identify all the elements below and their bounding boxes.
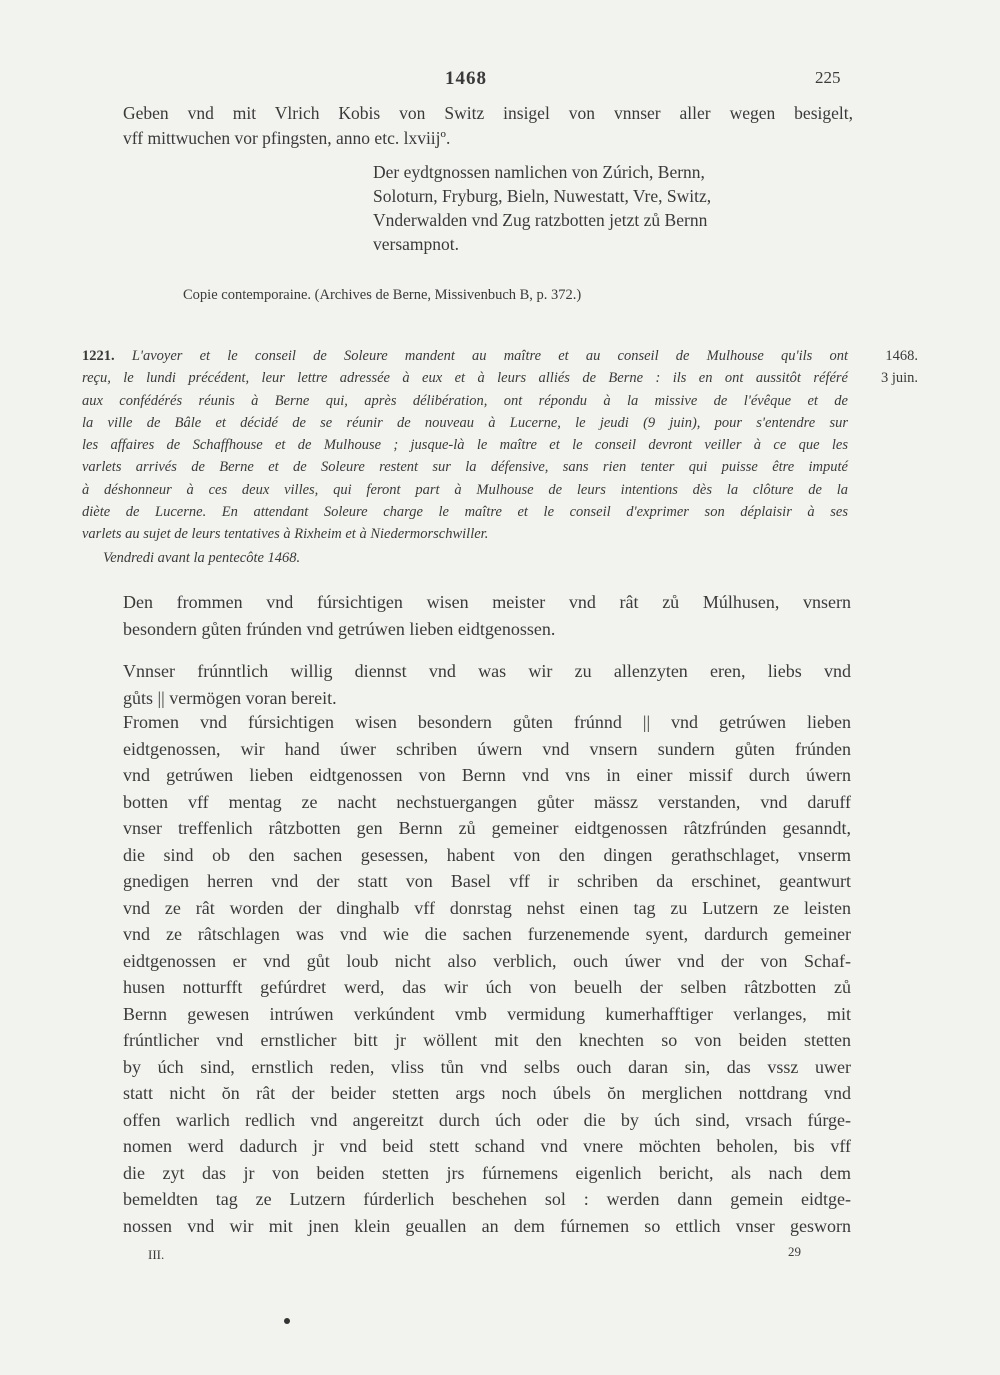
greeting-line: gůts || vermögen voran bereit.: [123, 687, 337, 708]
body-line: nomen werd dadurch jr vnd beid stett schand vnd vnere möchten beholen, bis vff: [123, 1136, 851, 1156]
margin-day: 3 juin.: [880, 370, 918, 387]
signature-block: [373, 160, 843, 256]
body-line: vnser treffenlich râtzbotten gen Bernn zů gemeiner eidtgenossen râtzfrúnden gesanndt,: [123, 818, 851, 838]
letter-body: [123, 709, 851, 1239]
signature-mark: 29: [788, 1244, 801, 1259]
body-line: nossen vnd wir mit jnen klein geuallen an dem fúrnemen so ettlich vnser gesworn: [123, 1215, 851, 1236]
body-line: statt nicht ŏn rât der beider stetten args noch úbels ŏn merglichen nottdrang vnd: [123, 1083, 851, 1103]
regest-line: diète de Lucerne. En attendant Soleure charge le maître et le conseil d'exprimer son déplaisir à ses: [82, 504, 848, 521]
regest-line: L'avoyer et le conseil de Soleure mandent au maître et au conseil de Mulhouse qu'ils ont: [131, 348, 848, 364]
address-line: Den frommen vnd fúrsichtigen wisen meister vnd rât zů Múlhusen, vnsern: [123, 592, 851, 612]
body-line: botten vff mentag ze nacht nechstuergangen gůter mässz verstanden, vnd daruff: [123, 791, 851, 812]
regest-line: à déshonneur à ces deux villes, qui feront part à Mulhouse de leurs intentions dès la clôture de la: [82, 481, 848, 498]
signature-line: Soloturn, Fryburg, Bieln, Nuwestatt, Vre, Switz,: [373, 186, 712, 206]
regest-line: varlets au sujet de leurs tentatives à Rixheim et à Niedermorschwiller.: [82, 526, 489, 543]
signature-line: Der eydtgnossen namlichen von Zúrich, Bernn,: [373, 162, 705, 182]
page-number: 225: [815, 68, 841, 87]
signature-line: Vnderwalden vnd Zug ratzbotten jetzt zů Bernn: [373, 210, 708, 230]
regest-line: aux confédérés réunis à Berne qui, après délibération, ont répondu à la missive de l'évêque et de: [82, 392, 848, 409]
margin-year: 1468.: [885, 348, 918, 364]
body-line: vnd ze râtschlagen was vnd wie die sachen furzenemende syent, dardurch gemeiner: [123, 924, 851, 944]
body-line: vnd ze rât worden der dinghalb vff donrstag nehst einen tag zu Lutzern ze leisten: [123, 897, 851, 918]
greeting-line: Vnnser frúnntlich willig diennst vnd was wir zu allenzyten eren, liebs vnd: [123, 661, 851, 681]
body-line: bemeldten tag ze Lutzern fúrderlich beschehen sol : werden dann gemein eidtge-: [123, 1189, 851, 1209]
closing-paragraph: [123, 101, 853, 151]
regest-line: reçu, le lundi précédent, leur lettre adressée à eux et à leurs alliés de Berne : ils en ont aussitôt référé: [82, 370, 848, 387]
body-line: eidtgenossen, wir hand úwer schriben úwern vnd vnsern sundern gůten frúnden: [123, 738, 851, 759]
body-line: eidtgenossen er vnd gůt loub nicht also verblich, ouch úwer vnd der von Schaf-: [123, 950, 851, 971]
address-line: besondern gůten frúnden vnd getrúwen lieben eidtgenossen.: [123, 618, 556, 639]
letter-address: [123, 589, 851, 642]
closing-line: Geben vnd mit Vlrich Kobis von Switz insigel von vnnser aller wegen besigelt,: [123, 103, 853, 123]
letter-greeting: [123, 658, 851, 711]
body-line: by úch sind, ernstlich reden, vliss tůn vnd selbs ouch daran sin, das vssz uwer: [123, 1056, 851, 1077]
regest-line: la ville de Bâle et décidé de se réunir de nouveau à Lucerne, le jeudi (9 juin), pour s'entendre sur: [82, 414, 848, 431]
regest-summary: [82, 345, 848, 546]
running-header-year: 1468: [445, 68, 487, 89]
regest-date: Vendredi avant la pentecôte 1468.: [103, 550, 301, 566]
document-number: 1221.: [82, 348, 115, 364]
source-note: Copie contemporaine. (Archives de Berne, Missivenbuch B, p. 372.): [183, 287, 582, 303]
body-line: offen warlich redlich vnd angereitzt durch úch oder die by úch sind, vrsach fúrge-: [123, 1109, 851, 1130]
ink-dot: [284, 1318, 290, 1324]
regest-line: varlets arrivés de Berne et de Soleure restent sur la défensive, sans rien tenter qui puisse être imputé: [82, 459, 848, 476]
body-line: vnd getrúwen lieben eidtgenossen von Bernn vnd vns in einer missif durch úwern: [123, 765, 851, 785]
body-line: die sind ob den sachen gesessen, habent von den dingen gerathschlaget, vnserm: [123, 844, 851, 865]
body-line: Fromen vnd fúrsichtigen wisen besondern gůten frúnnd || vnd getrúwen lieben: [123, 712, 851, 732]
body-line: Bernn gewesen intrúwen verkúndent vmb vermidung kumerhafftiger verlanges, mit: [123, 1003, 851, 1024]
body-line: gnedigen herren vnd der statt von Basel vff ir schriben da erschinet, geantwurt: [123, 871, 851, 891]
body-line: frúntlicher vnd ernstlicher bitt jr wöllent mit den knechten so von beiden stetten: [123, 1030, 851, 1050]
margin-date: [872, 345, 918, 390]
volume-mark: III.: [148, 1247, 165, 1262]
body-line: husen notturfft gefúrdret werd, das wir úch von beuelh der selben râtzbotten zů: [123, 977, 851, 997]
regest-line: les affaires de Schaffhouse et de Mulhouse ; jusque-là le maître et le conseil devront veiller à ce que les: [82, 437, 848, 454]
body-line: die zyt das jr von beiden stetten jrs fúrnemens eigenlich bericht, als nach dem: [123, 1162, 851, 1183]
closing-line: vff mittwuchen vor pfingsten, anno etc. lxviijº.: [123, 128, 451, 148]
signature-line: versampnot.: [373, 234, 460, 254]
regest-line-first: [82, 345, 848, 367]
